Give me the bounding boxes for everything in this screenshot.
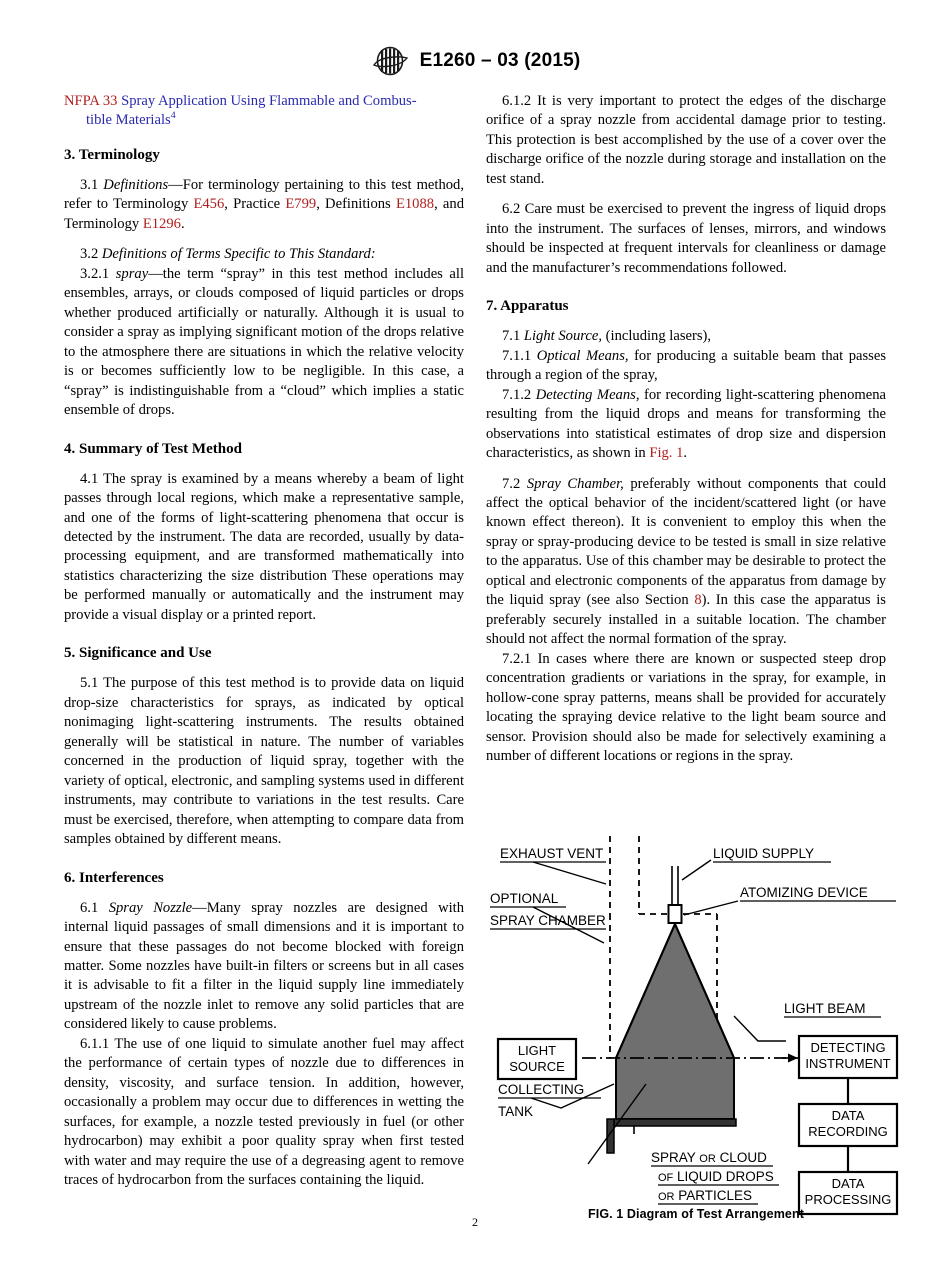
leader-liquid-supply	[682, 860, 711, 880]
section-heading-summary: 4. Summary of Test Method	[64, 440, 242, 457]
spray-word: SPRAY	[651, 1150, 696, 1165]
spray-chamber-label: SPRAY CHAMBER	[490, 913, 606, 928]
paragraph-6-1: 6.1 Spray Nozzle—Many spray nozzles are designed with internal liquid passages of small dimensions and it is important to ensure that these passages do not become blocked with foreign matter. Some nozzles have built-in filters or screens but in all cases it is advisable to fit a filter in the liquid supply line immediately upstream of the nozzle inlet to remove any solid particles that are considered likely to cause problems.	[64, 899, 465, 1033]
detecting-instrument-label-line1: DETECTING	[810, 1040, 886, 1055]
link-section-8[interactable]: 8	[694, 592, 702, 609]
paragraph-3-1: 3.1 Definitions—For terminology pertaining to this test method, refer to Terminology E456, Practice E799, Definitions E1088, and Terminology E1296.	[64, 176, 465, 232]
reference-title-line2[interactable]: tible Materials	[86, 112, 171, 129]
spray-cloud-label-line1	[651, 1150, 767, 1165]
optional-label-line1: OPTIONAL	[490, 891, 559, 906]
section-heading-interferences: 6. Interferences	[64, 869, 164, 886]
data-processing-label-line2: PROCESSING	[804, 1192, 892, 1207]
light-beam-label: LIGHT BEAM	[784, 1001, 866, 1016]
test-arrangement-diagram	[486, 836, 906, 1207]
paragraph-7-2-1: 7.2.1 In cases where there are known or suspected steep drop concentration gradients or variations in the spray, for example, in hollow-cone spray patterns, means shall be provided for accurately locating the spraying device relative to the light beam source and sensor. Provision should also be made for selectively examining a number of different locations or regions in the spray.	[486, 650, 886, 765]
spray-cloud-label-line2	[658, 1169, 774, 1184]
data-recording-label-line1: DATA	[831, 1108, 865, 1123]
page-header	[0, 46, 950, 76]
collecting-tank-bar	[614, 1119, 736, 1126]
exhaust-vent-label: EXHAUST VENT	[500, 846, 604, 861]
collecting-tank-label-line1: COLLECTING	[498, 1082, 585, 1097]
atomizing-device-label: ATOMIZING DEVICE	[740, 885, 868, 900]
of-word: OF	[658, 1172, 674, 1184]
paragraph-7-2: 7.2 Spray Chamber, preferably without components that could affect the optical behavior of the incident/scattered light (or have known effect thereon). It is convenient to employ this when the spray or spray-producing device to be tested is small in size relative to the apparatus. Use of this chamber may be desirable to protect the optical and electronic components of the apparatus from damage by the liquid spray (see also Section 8). In this case the apparatus is preferably securely installed in a suitable location. The chamber should not affect the normal formation of the spray.	[486, 475, 887, 648]
link-e456[interactable]: E456	[193, 196, 225, 213]
or-word-2: OR	[658, 1191, 675, 1203]
cloud-word: CLOUD	[719, 1150, 767, 1165]
page-number: 2	[472, 1215, 478, 1229]
leader-exhaust-vent	[533, 862, 606, 884]
figure-caption: FIG. 1 Diagram of Test Arrangement	[588, 1207, 804, 1221]
footnote-marker-4[interactable]: 4	[170, 110, 176, 122]
particles-word: PARTICLES	[678, 1188, 753, 1203]
collecting-tank-label-line2: TANK	[498, 1104, 534, 1119]
link-nfpa-33[interactable]: NFPA 33	[64, 93, 118, 109]
document-designation: E1260 – 03 (2015)	[419, 50, 581, 71]
paragraph-7-1-2: 7.1.2 Detecting Means, for recording light-scattering phenomena resulting from the liquid drops and means for transforming the observations into statistical estimates of drop size and dispersion characteristics, as shown in Fig. 1.	[486, 386, 886, 462]
paragraph-7-1-1: 7.1.1 Optical Means, for producing a suitable beam that passes through a region of the spray,	[486, 347, 887, 384]
detecting-instrument-label-line2: INSTRUMENT	[805, 1056, 891, 1071]
light-beam-arrowhead	[788, 1054, 798, 1063]
spray-cone-shape	[616, 924, 734, 1119]
reference-title-line1[interactable]: Spray Application Using Flammable and Combus-	[121, 93, 417, 109]
link-e1088[interactable]: E1088	[395, 196, 435, 213]
reference-nfpa-33	[64, 92, 464, 131]
data-recording-label-line2: RECORDING	[808, 1124, 888, 1139]
link-fig-1[interactable]: Fig. 1	[649, 445, 684, 462]
left-column	[64, 92, 464, 1191]
liquid-supply-label: LIQUID SUPPLY	[713, 846, 815, 861]
astm-logo-icon	[370, 46, 410, 76]
section-heading-terminology: 3. Terminology	[64, 146, 160, 163]
data-processing-label-line1: DATA	[831, 1176, 865, 1191]
or-word-1: OR	[699, 1153, 716, 1165]
leader-light-beam	[734, 1016, 786, 1041]
paragraph-3-2-1: 3.2.1 spray—the term “spray” in this test method includes all ensembles, arrays, or clouds composed of liquid particles or drops whether produced artificially or naturally. Although it is usual to consider a spray as implying significant motion of the drops relative to the atmosphere there are situations in which the relative velocity is or becomes sufficiently low to be negligible. In this case, a “spray” is indistinguishable from a “cloud” which implies a static ensemble of drops.	[64, 265, 464, 419]
section-heading-apparatus: 7. Apparatus	[486, 298, 569, 315]
paragraph-6-1-1: 6.1.1 The use of one liquid to simulate another fuel may affect the performance of certain types of nozzle due to differences in density, viscosity, and surface tension. In addition, however, occasionally a problem may occur due to differences in wetting the surfaces, for example, a nozzle tested previously in fuel (or other hydrocarbon) may exhibit a poor quality spray when first tested with water and may require the use of a degreasing agent to remove traces of hydrocarbon from the surfaces containing the liquid.	[64, 1035, 464, 1189]
section-heading-significance: 5. Significance and Use	[64, 645, 212, 662]
light-source-label-line1: LIGHT	[517, 1043, 557, 1058]
paragraph-4-1: 4.1 The spray is examined by a means whereby a beam of light passes through local regions, which make a representative sample, and one of the forms of light-scattering phenomena that occur is detected by the instrument. The data are recorded, usually by data-processing equipment, and are transformed mathematically into statistics characterizing the size distribution These operations may be performed manually or automatically and the instrument may provide a visual display or a printed report.	[64, 470, 464, 623]
spray-cloud-label-line3	[658, 1188, 752, 1203]
paragraph-5-1: 5.1 The purpose of this test method is to provide data on liquid drop-size characteristics for sprays, as indicated by optical nonimaging light-scattering instruments. The results obtained generally will be statistical in nature. The number of variables concerned in the production of liquid spray, together with the variety of optical, electronic, and sampling systems used in different instruments, may contribute to variations in the test results. Care must be exercised, therefore, when attempting to compare data from samples obtained by different means.	[64, 675, 464, 848]
light-source-label-line2: SOURCE	[509, 1059, 565, 1074]
paragraph-3-2: 3.2 Definitions of Terms Specific to This Standard:	[80, 246, 376, 263]
paragraph-6-2: 6.2 Care must be exercised to prevent the ingress of liquid drops into the instrument. The surfaces of lenses, mirrors, and windows should be inspected at frequent intervals for cleanliness or damage and the manufacturer’s recommendations followed.	[486, 201, 886, 276]
link-e799[interactable]: E799	[285, 196, 317, 213]
leader-atomizing-device	[684, 901, 738, 915]
liquid-drops-words: LIQUID DROPS	[677, 1169, 774, 1184]
paragraph-6-1-2: 6.1.2 It is very important to protect the edges of the discharge orifice of a spray nozzle from accidental damage prior to testing. This protection is best accomplished by the use of a cover over the discharge orifice of the nozzle during storage and installation on the test stand.	[486, 93, 886, 187]
link-e1296[interactable]: E1296	[142, 215, 181, 232]
paragraph-7-1: 7.1 Light Source, (including lasers),	[502, 328, 712, 345]
atomizing-device-body	[669, 905, 682, 923]
figure-1	[486, 836, 906, 1221]
right-column	[486, 92, 886, 767]
